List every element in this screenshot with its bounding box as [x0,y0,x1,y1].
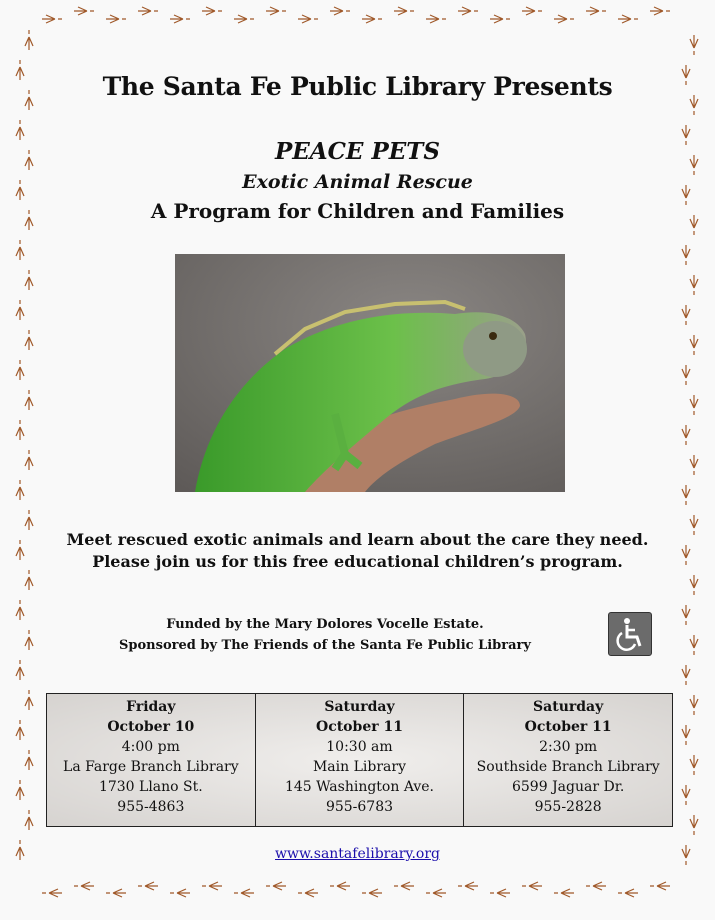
footprint-icon [458,882,478,890]
session-address: 6599 Jaguar Dr. [511,779,625,795]
footprint-icon [618,15,638,23]
footprint-icon [298,889,318,897]
page-title: The Santa Fe Public Library Presents [102,72,613,101]
footprint-icon [650,7,670,15]
footprint-icon [25,690,33,710]
footprint-icon [426,889,446,897]
wheelchair-icon [608,612,652,656]
footprint-icon [25,30,33,50]
footprint-icon [202,882,222,890]
footprint-icon [522,7,542,15]
session-location: Southside Branch Library [476,759,660,775]
footprint-icon [682,485,690,505]
footprint-icon [42,889,62,897]
footprint-icon [16,120,24,140]
footprint-icon [16,420,24,440]
session-phone: 955-4863 [117,799,185,815]
footprint-icon [25,750,33,770]
footprint-icon [138,882,158,890]
footprint-icon [682,605,690,625]
session-date: October 10 [107,719,195,735]
footprint-icon [650,882,670,890]
footprint-icon [25,390,33,410]
program-subtitle: Exotic Animal Rescue [242,171,473,193]
footprint-icon [682,725,690,745]
footprint-icon [25,630,33,650]
session-time: 10:30 am [326,739,393,755]
footprint-icon [426,15,446,23]
description [0,529,715,573]
footprint-icon [554,889,574,897]
session-1 [47,694,256,827]
footprint-icon [586,7,606,15]
footprint-icon [25,450,33,470]
footprint-icon [330,7,350,15]
footprint-icon [458,7,478,15]
footprint-icon [202,7,222,15]
session-address: 145 Washington Ave. [284,779,435,795]
footprint-icon [690,35,698,55]
footprint-icon [690,395,698,415]
session-location: Main Library [312,759,406,775]
footprint-icon [266,882,286,890]
footprint-icon [234,889,254,897]
footprint-icon [16,600,24,620]
description-line-2: Please join us for this free educational children’s program. [92,552,623,571]
footprint-icon [16,480,24,500]
footprint-icon [74,882,94,890]
session-day: Saturday [324,699,395,715]
footprint-icon [16,360,24,380]
footprint-icon [266,7,286,15]
footprint-icon [690,335,698,355]
iguana-photo [175,254,565,492]
funding-line: Funded by the Mary Dolores Vocelle Estate. [166,617,484,632]
footprint-icon [682,305,690,325]
session-time: 2:30 pm [539,739,598,755]
footprint-icon [682,665,690,685]
footprint-icon [362,889,382,897]
program-audience: A Program for Children and Families [150,199,565,223]
footprint-icon [490,15,510,23]
footprint-icon [690,755,698,775]
footprint-icon [690,635,698,655]
session-3 [464,694,673,827]
session-date: October 11 [524,719,612,735]
footprint-icon [25,510,33,530]
website-link[interactable]: www.santafelibrary.org [275,846,440,862]
session-day: Friday [126,699,176,715]
footprint-icon [16,720,24,740]
footprint-icon [690,815,698,835]
description-line-1: Meet rescued exotic animals and learn about the care they need. [66,530,649,549]
footprint-icon [682,785,690,805]
footprint-icon [362,15,382,23]
session-address: 1730 Llano St. [98,779,203,795]
footprint-icon [394,7,414,15]
footprint-icon [682,245,690,265]
footprint-icon [586,882,606,890]
footprint-icon [170,15,190,23]
footprint-icon [522,882,542,890]
footprint-icon [690,575,698,595]
footprint-icon [16,660,24,680]
footprint-icon [394,882,414,890]
footprint-icon [106,15,126,23]
footprint-icon [42,15,62,23]
session-phone: 955-2828 [534,799,602,815]
footprint-icon [16,240,24,260]
footprint-icon [170,889,190,897]
footprint-icon [690,275,698,295]
footprint-icon [138,7,158,15]
footprint-icon [682,365,690,385]
footprint-icon [682,425,690,445]
footprint-icon [25,570,33,590]
footprint-icon [106,889,126,897]
footprint-icon [16,780,24,800]
footprint-icon [690,695,698,715]
footprint-icon [330,882,350,890]
session-location: La Farge Branch Library [63,759,239,775]
footprint-icon [16,300,24,320]
session-date: October 11 [316,719,403,735]
footprint-icon [74,7,94,15]
funding-info [80,614,570,656]
session-time: 4:00 pm [121,739,180,755]
program-name: PEACE PETS [274,138,441,165]
schedule-table [46,693,673,827]
footprint-icon [25,270,33,290]
sponsor-line: Sponsored by The Friends of the Santa Fe Public Library [119,638,531,653]
session-phone: 955-6783 [325,799,394,815]
footprint-icon [618,889,638,897]
footprint-icon [690,455,698,475]
footprint-icon [25,330,33,350]
session-day: Saturday [533,699,604,715]
footprint-icon [490,889,510,897]
footprint-icon [554,15,574,23]
footprint-icon [25,810,33,830]
session-2 [255,694,464,827]
footprint-icon [298,15,318,23]
footprint-icon [234,15,254,23]
